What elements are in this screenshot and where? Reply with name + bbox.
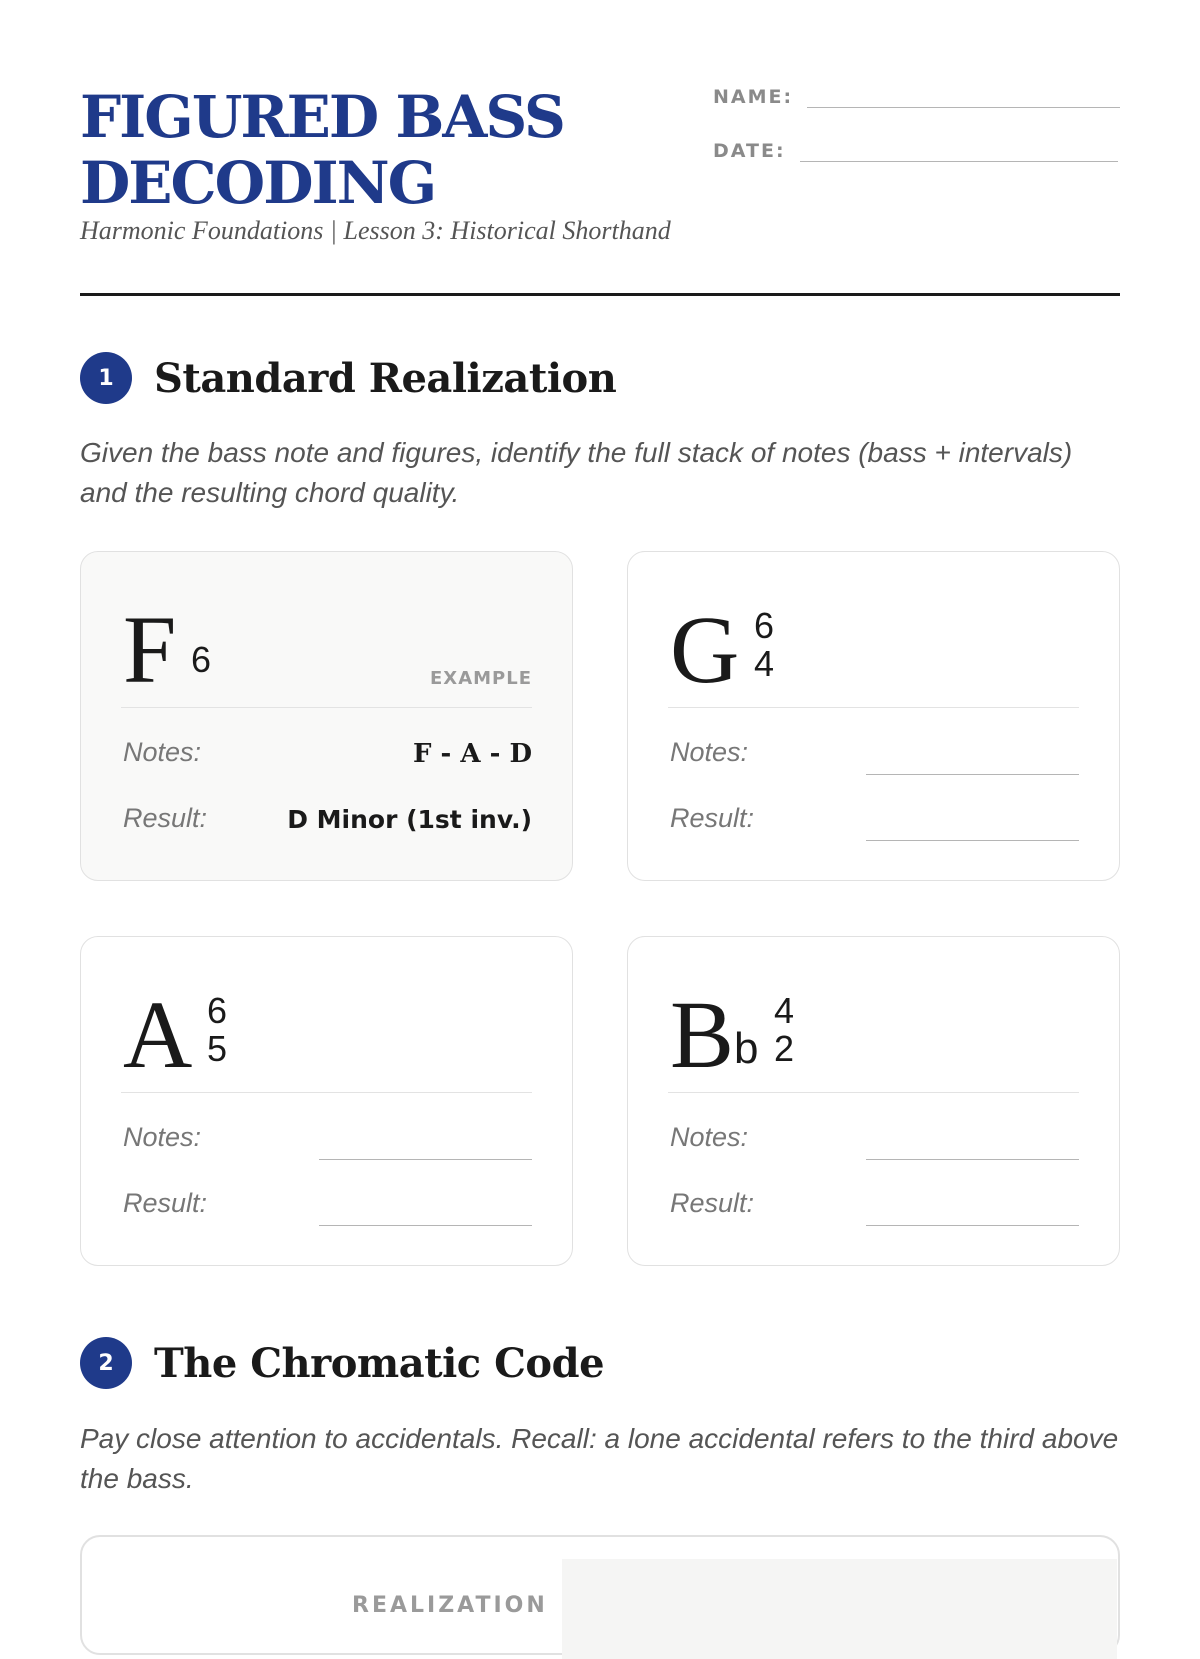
name-blank[interactable]	[807, 107, 1120, 108]
notes-label: Notes:	[123, 1122, 202, 1152]
notes-label: Notes:	[670, 737, 749, 767]
notes-row	[123, 1122, 532, 1162]
notes-row	[670, 737, 1079, 777]
date-label: DATE:	[713, 140, 786, 162]
section-1-description: Given the bass note and figures, identify the full stack of notes (bass + intervals) and the resulting chord quality.	[80, 437, 1073, 508]
name-field	[713, 86, 1120, 108]
chord-card-b-flat	[627, 936, 1120, 1266]
result-answer-blank[interactable]	[866, 1225, 1079, 1226]
result-row	[123, 1188, 532, 1228]
worksheet-page	[80, 0, 1120, 1618]
table-shaded-column	[562, 1559, 1117, 1659]
result-label: Result:	[123, 1188, 208, 1218]
worksheet-subtitle: Harmonic Foundations | Lesson 3: Historical Shorthand	[80, 216, 671, 245]
section-1-header	[80, 352, 616, 404]
result-label: Result:	[670, 803, 755, 833]
notes-value: F - A - D	[413, 739, 532, 769]
chord-card-g	[627, 551, 1120, 881]
name-label: NAME:	[713, 86, 794, 108]
bass-note: G	[670, 596, 740, 703]
figure-top: 6	[207, 990, 228, 1031]
card-divider	[668, 1092, 1079, 1093]
result-label: Result:	[123, 803, 208, 833]
notes-row	[670, 1122, 1079, 1162]
notes-row	[123, 737, 532, 777]
example-tag: EXAMPLE	[430, 668, 532, 689]
date-blank[interactable]	[800, 161, 1118, 162]
figure-top: 4	[774, 990, 795, 1031]
notes-answer-blank[interactable]	[866, 1159, 1079, 1160]
title-line-1: FIGURED BASS	[80, 83, 564, 151]
chromatic-table	[80, 1535, 1120, 1655]
result-value: D Minor (1st inv.)	[287, 805, 532, 834]
chord-card-a	[80, 936, 573, 1266]
section-2-title: The Chromatic Code	[154, 1339, 605, 1387]
bass-note: B	[670, 981, 735, 1088]
result-row	[670, 803, 1079, 843]
section-2-number-badge: 2	[80, 1337, 132, 1389]
notes-answer-blank[interactable]	[319, 1159, 532, 1160]
section-2-header	[80, 1337, 604, 1389]
flat-accidental: b	[734, 1024, 759, 1073]
section-1-title: Standard Realization	[154, 354, 617, 402]
result-row	[123, 803, 532, 843]
header-divider	[80, 293, 1120, 296]
table-header-realization: REALIZATION	[352, 1593, 548, 1618]
figure-bottom: 4	[754, 643, 775, 684]
result-row	[670, 1188, 1079, 1228]
figure-bottom: 2	[774, 1028, 795, 1069]
bass-note: F	[123, 596, 177, 703]
worksheet-title	[80, 84, 640, 216]
date-field	[713, 140, 1118, 162]
result-label: Result:	[670, 1188, 755, 1218]
notes-label: Notes:	[123, 737, 202, 767]
chord-card-example	[80, 551, 573, 881]
figure-top: 6	[191, 639, 212, 680]
result-answer-blank[interactable]	[866, 840, 1079, 841]
card-divider	[668, 707, 1079, 708]
section-2-description: Pay close attention to accidentals. Recall: a lone accidental refers to the third above the bass.	[80, 1423, 1119, 1494]
bass-note: A	[123, 981, 193, 1088]
section-1-number-badge: 1	[80, 352, 132, 404]
notes-answer-blank[interactable]	[866, 774, 1079, 775]
figure-bottom: 5	[207, 1028, 228, 1069]
card-divider	[121, 707, 532, 708]
card-divider	[121, 1092, 532, 1093]
notes-label: Notes:	[670, 1122, 749, 1152]
result-answer-blank[interactable]	[319, 1225, 532, 1226]
figure-top: 6	[754, 605, 775, 646]
title-line-2: DECODING	[80, 149, 436, 217]
